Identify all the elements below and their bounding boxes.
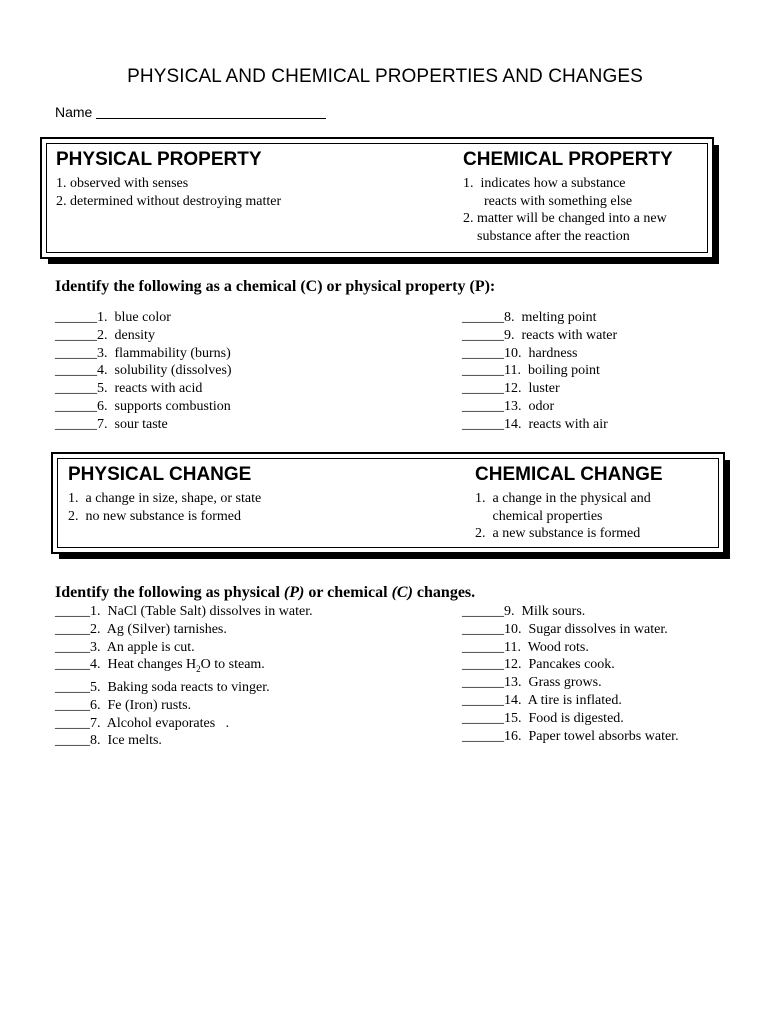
list-item[interactable]: _____3. An apple is cut. [55, 639, 195, 655]
list-item[interactable]: _____2. Ag (Silver) tarnishes. [55, 621, 227, 637]
page-title: PHYSICAL AND CHEMICAL PROPERTIES AND CHANGES [127, 66, 643, 87]
list-item[interactable]: _____6. Fe (Iron) rusts. [55, 697, 192, 713]
section1-heading: Identify the following as a chemical (C) or physical property (P): [55, 278, 496, 295]
list-item[interactable]: ______10. hardness [462, 345, 578, 361]
section2-heading-part: or chemical [304, 584, 392, 601]
properties-box [40, 137, 714, 259]
list-item[interactable]: ______7. sour taste [55, 416, 168, 432]
list-item[interactable]: _____8. Ice melts. [55, 733, 162, 749]
chemical-property-line: 1. indicates how a substance [463, 176, 626, 191]
list-item[interactable]: ______9. Milk sours. [462, 604, 586, 619]
box-shadow-right [725, 460, 730, 559]
section2-heading-part: Identify the following as physical [55, 584, 284, 601]
box-shadow-bottom [48, 259, 719, 264]
chemical-property-heading: CHEMICAL PROPERTY [463, 149, 673, 170]
physical-property-line: 1. observed with senses [56, 176, 189, 191]
chemical-change-column [475, 464, 663, 543]
list-item[interactable]: ______12. Pancakes cook. [462, 657, 615, 673]
list-item[interactable]: ______5. reacts with acid [55, 381, 203, 397]
subscript: 2 [196, 664, 201, 675]
list-item[interactable] [55, 656, 313, 679]
list-item-text: _____4. Heat changes H [55, 657, 197, 673]
list-item[interactable]: _____7. Alcohol evaporates . [55, 715, 230, 731]
list-item[interactable]: ______13. Grass grows. [462, 675, 602, 691]
section2-heading-p: (P) [283, 584, 305, 601]
chemical-property-line: reacts with something else [463, 193, 633, 209]
list-item[interactable]: ______14. A tire is inflated. [462, 692, 622, 708]
physical-change-column [68, 464, 261, 525]
list-item[interactable]: ______11. Wood rots. [462, 639, 589, 655]
list-item[interactable]: ______2. density [55, 327, 155, 343]
list-item-text: O to steam. [200, 657, 265, 673]
physical-property-heading: PHYSICAL PROPERTY [56, 149, 262, 170]
list-item[interactable]: _____5. Baking soda reacts to vinger. [55, 679, 270, 695]
name-label: Name [55, 104, 93, 120]
section2-heading-c: (C) [391, 584, 413, 601]
chemical-change-line: chemical properties [475, 508, 603, 524]
physical-property-column [56, 149, 281, 210]
chemical-change-line: 2. a new substance is formed [475, 526, 641, 541]
list-item[interactable]: ______16. Paper towel absorbs water. [462, 728, 679, 744]
section2-left-list [55, 603, 313, 750]
section1-left-list [55, 309, 232, 434]
list-item[interactable]: ______9. reacts with water [462, 327, 618, 343]
physical-property-line: 2. determined without destroying matter [56, 193, 282, 209]
list-item[interactable]: ______13. odor [462, 398, 555, 414]
list-item[interactable]: ______4. solubility (dissolves) [55, 363, 232, 379]
box-shadow-right [714, 145, 719, 264]
section2-heading-part: changes. [412, 584, 476, 601]
box-shadow-bottom [59, 554, 730, 559]
list-item[interactable]: ______6. supports combustion [55, 398, 231, 414]
physical-change-line: 2. no new substance is formed [68, 508, 242, 524]
changes-box [51, 452, 725, 554]
list-item[interactable]: ______11. boiling point [462, 363, 600, 379]
list-item[interactable]: ______15. Food is digested. [462, 710, 624, 726]
list-item[interactable]: ______10. Sugar dissolves in water. [462, 621, 668, 637]
chemical-property-line: 2. matter will be changed into a new [463, 211, 667, 226]
list-item[interactable]: ______14. reacts with air [462, 416, 608, 432]
chemical-property-line: substance after the reaction [463, 228, 630, 244]
section2-right-list [462, 603, 679, 745]
name-field[interactable] [55, 104, 326, 120]
list-item[interactable]: ______1. blue color [55, 310, 171, 325]
section1-right-list [462, 309, 617, 434]
list-item[interactable]: ______12. luster [462, 381, 560, 397]
list-item[interactable]: ______3. flammability (burns) [55, 345, 231, 361]
list-item[interactable]: ______8. melting point [462, 310, 597, 325]
name-blank[interactable] [96, 104, 326, 119]
chemical-change-heading: CHEMICAL CHANGE [475, 464, 663, 485]
chemical-change-line: 1. a change in the physical and [475, 491, 651, 506]
list-item[interactable]: _____1. NaCl (Table Salt) dissolves in water. [55, 604, 313, 619]
chemical-property-column [463, 149, 673, 245]
section2-heading [55, 584, 475, 602]
physical-change-heading: PHYSICAL CHANGE [68, 464, 252, 485]
physical-change-line: 1. a change in size, shape, or state [68, 491, 262, 506]
